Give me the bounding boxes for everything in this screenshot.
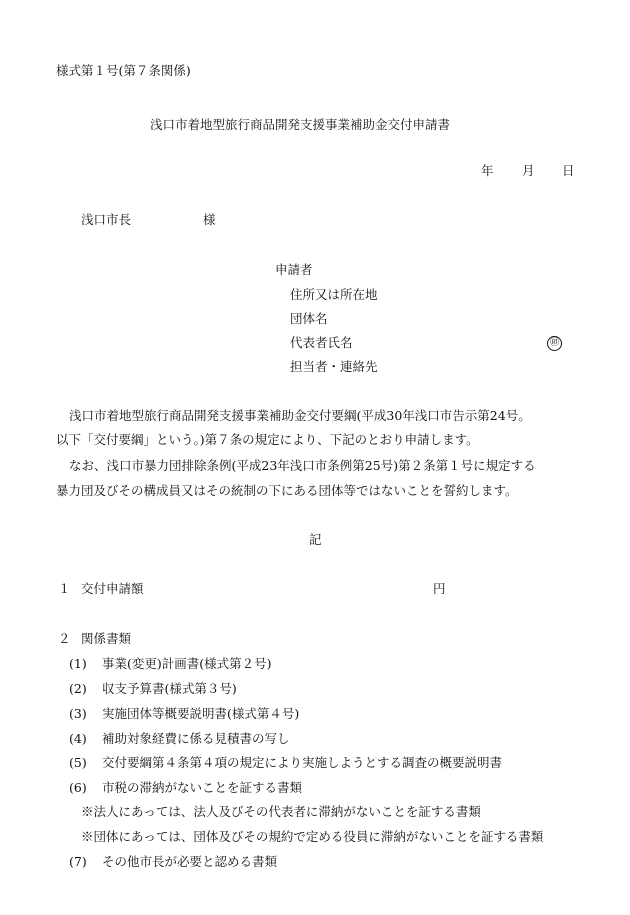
ki-heading: 記 — [309, 532, 322, 547]
date-day: 日 — [562, 163, 575, 178]
form-number: 様式第１号(第７条関係) — [56, 63, 191, 78]
section-2-label: 関係書類 — [81, 631, 132, 646]
applicant-contact: 担当者・連絡先 — [290, 359, 378, 374]
applicant-representative: 代表者氏名 — [290, 335, 353, 350]
list-item-number: (4) — [69, 731, 87, 746]
body-p1-line2: 以下「交付要綱」という。)第７条の規定により、下記のとおり申請します。 — [56, 432, 479, 447]
list-item-number: (3) — [69, 706, 87, 721]
list-item-number: (6) — [69, 780, 87, 795]
section-1-number: １ — [58, 581, 71, 596]
list-item-number: (7) — [69, 854, 87, 869]
list-note: ※団体にあっては、団体及びその規約で定める役員に滞納がないことを証する書類 — [81, 829, 544, 844]
section-1-unit: 円 — [433, 581, 446, 596]
list-note: ※法人にあっては、法人及びその代表者に滞納がないことを証する書類 — [81, 804, 481, 819]
date-year: 年 — [481, 163, 494, 178]
list-item-number: (1) — [69, 656, 87, 671]
list-item-text: その他市長が必要と認める書類 — [102, 854, 278, 869]
body-p2-line2: 暴力団及びその構成員又はその統制の下にある団体等ではないことを誓約します。 — [56, 483, 518, 498]
seal-mark: ㊞ — [547, 336, 562, 351]
list-item-text: 補助対象経費に係る見積書の写し — [102, 731, 290, 746]
document-title: 浅口市着地型旅行商品開発支援事業補助金交付申請書 — [150, 117, 451, 132]
list-item-text: 収支予算書(様式第３号) — [102, 681, 237, 696]
applicant-heading: 申請者 — [275, 262, 313, 277]
addressee-honorific: 様 — [203, 212, 216, 227]
date-month: 月 — [522, 163, 535, 178]
list-item-text: 市税の滞納がないことを証する書類 — [102, 780, 303, 795]
applicant-org-name: 団体名 — [290, 311, 328, 326]
body-p2-line1: なお、浅口市暴力団排除条例(平成23年浅口市条例第25号)第２条第１号に規定する — [69, 458, 536, 473]
list-item-text: 実施団体等概要説明書(様式第４号) — [102, 706, 300, 721]
addressee-name: 浅口市長 — [81, 212, 132, 227]
section-1-label: 交付申請額 — [81, 581, 144, 596]
list-item-text: 事業(変更)計画書(様式第２号) — [102, 656, 272, 671]
list-item-number: (5) — [69, 755, 87, 770]
body-p1-line1: 浅口市着地型旅行商品開発支援事業補助金交付要綱(平成30年浅口市告示第24号。 — [69, 408, 531, 423]
section-2-number: ２ — [58, 631, 71, 646]
list-item-text: 交付要綱第４条第４項の規定により実施しようとする調査の概要説明書 — [102, 755, 503, 770]
applicant-address: 住所又は所在地 — [290, 287, 378, 302]
list-item-number: (2) — [69, 681, 87, 696]
